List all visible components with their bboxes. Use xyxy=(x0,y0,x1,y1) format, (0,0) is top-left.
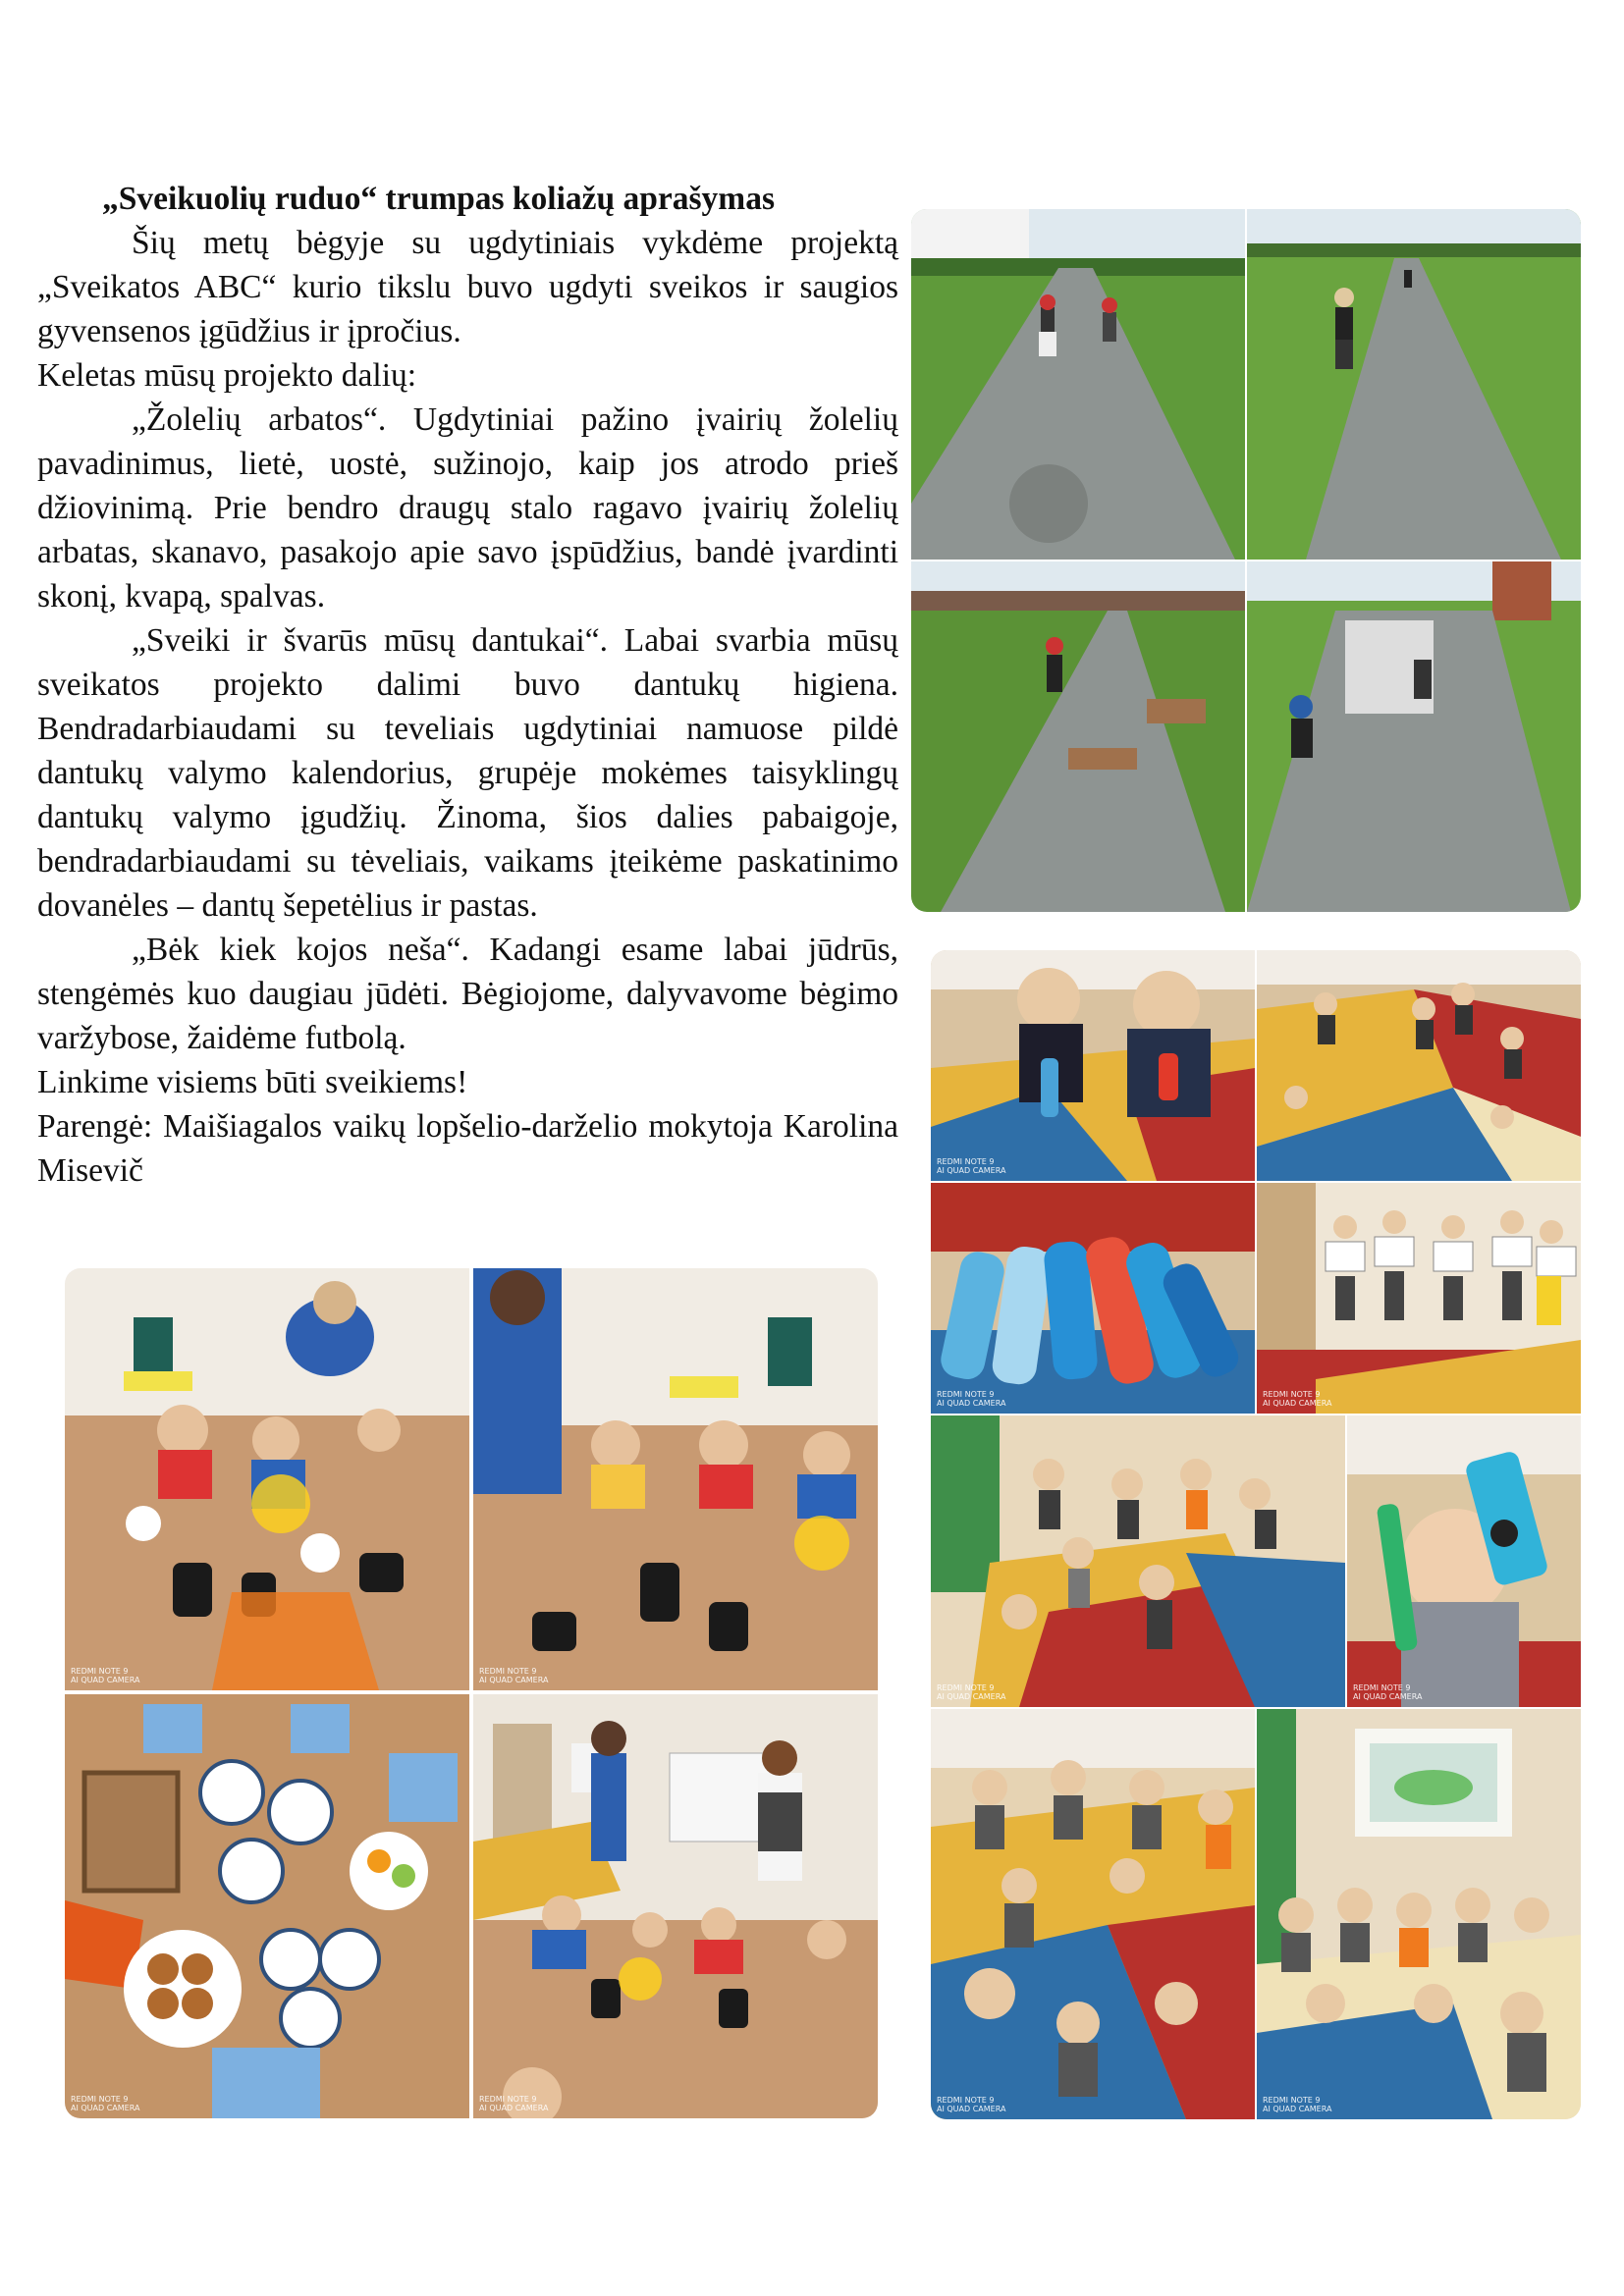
article-text xyxy=(37,177,898,1193)
paragraph-intro: Šių metų bėgyje su ugdytiniais vykdėme projektą „Sveikatos ABC“ kurio tikslu buvo ugdyti sveikos ir saugios gyvensenos įgūdžius ir įpročius. xyxy=(37,225,898,349)
camera-watermark: REDMI NOTE 9 AI QUAD CAMERA xyxy=(71,1667,140,1684)
paragraph-running: „Bėk kiek kojos neša“. Kadangi esame labai jūdrūs, stengėmės kuo daugiau jūdėti. Bėgiojome, dalyvavome bėgimo varžybose, žaidėme futbolą. xyxy=(37,932,898,1056)
photo-teeth-5 xyxy=(931,1415,1345,1707)
camera-watermark: REDMI NOTE 9 AI QUAD CAMERA xyxy=(479,1667,549,1684)
camera-watermark: REDMI NOTE 9 AI QUAD CAMERA xyxy=(937,1157,1006,1175)
photo-teeth-2 xyxy=(1257,950,1581,1181)
camera-watermark: REDMI NOTE 9 AI QUAD CAMERA xyxy=(71,2095,140,2112)
photo-teeth-1 xyxy=(931,950,1255,1181)
photo-teeth-8 xyxy=(1257,1709,1581,2119)
photo-teeth-6 xyxy=(1347,1415,1581,1707)
camera-watermark: REDMI NOTE 9 AI QUAD CAMERA xyxy=(1263,2096,1332,2113)
photo-tea-3 xyxy=(65,1694,469,2118)
camera-watermark: REDMI NOTE 9 AI QUAD CAMERA xyxy=(937,1683,1006,1701)
camera-watermark: REDMI NOTE 9 AI QUAD CAMERA xyxy=(937,2096,1006,2113)
photo-running-1 xyxy=(911,209,1245,560)
photo-tea-4 xyxy=(473,1694,878,2118)
camera-watermark: REDMI NOTE 9 AI QUAD CAMERA xyxy=(937,1390,1006,1408)
photo-teeth-3 xyxy=(931,1183,1255,1414)
photo-teeth-4 xyxy=(1257,1183,1581,1414)
paragraph-author: Parengė: Maišiagalos vaikų lopšelio-darželio mokytoja Karolina Misevič xyxy=(37,1108,898,1189)
paragraph-wishes: Linkime visiems būti sveikiems! xyxy=(37,1064,468,1100)
camera-watermark: REDMI NOTE 9 AI QUAD CAMERA xyxy=(479,2095,549,2112)
photo-tea-2 xyxy=(473,1268,878,1690)
paragraph-herbal-tea: „Žolelių arbatos“. Ugdytiniai pažino įvairių žolelių pavadinimus, lietė, uostė, sužinojo, kaip jos atrodo prieš džiovinimą. Prie bendro draugų stalo ragavo įvairių žolelių arbatas, skanavo, pasakojo apie savo įspūdžius, bandė įvardinti skonį, kvapą, spalvas. xyxy=(37,401,898,614)
photo-running-4 xyxy=(1247,561,1581,912)
camera-watermark: REDMI NOTE 9 AI QUAD CAMERA xyxy=(1263,1390,1332,1408)
camera-watermark: REDMI NOTE 9 AI QUAD CAMERA xyxy=(1353,1683,1423,1701)
photo-running-3 xyxy=(911,561,1245,912)
paragraph-teeth: „Sveiki ir švarūs mūsų dantukai“. Labai svarbia mūsų sveikatos projekto dalimi buvo dantukų higiena. Bendradarbiaudami su teveliais ugdytiniai namuose pildė dantukų valymo kalendorius, grupėje mokėmes taisyklingų dantukų valymo įgudžių. Žinoma, šios dalies pabaigoje, bendradarbiaudami su tėveliais, vaikams įteikėme paskatinimo dovanėles – dantų šepetėlius ir pastas. xyxy=(37,622,898,924)
photo-running-2 xyxy=(1247,209,1581,560)
paragraph-parts-heading: Keletas mūsų projekto dalių: xyxy=(37,357,417,394)
photo-tea-1 xyxy=(65,1268,469,1690)
page-title: „Sveikuolių ruduo“ trumpas koliažų aprašymas xyxy=(101,181,776,217)
photo-teeth-7 xyxy=(931,1709,1255,2119)
